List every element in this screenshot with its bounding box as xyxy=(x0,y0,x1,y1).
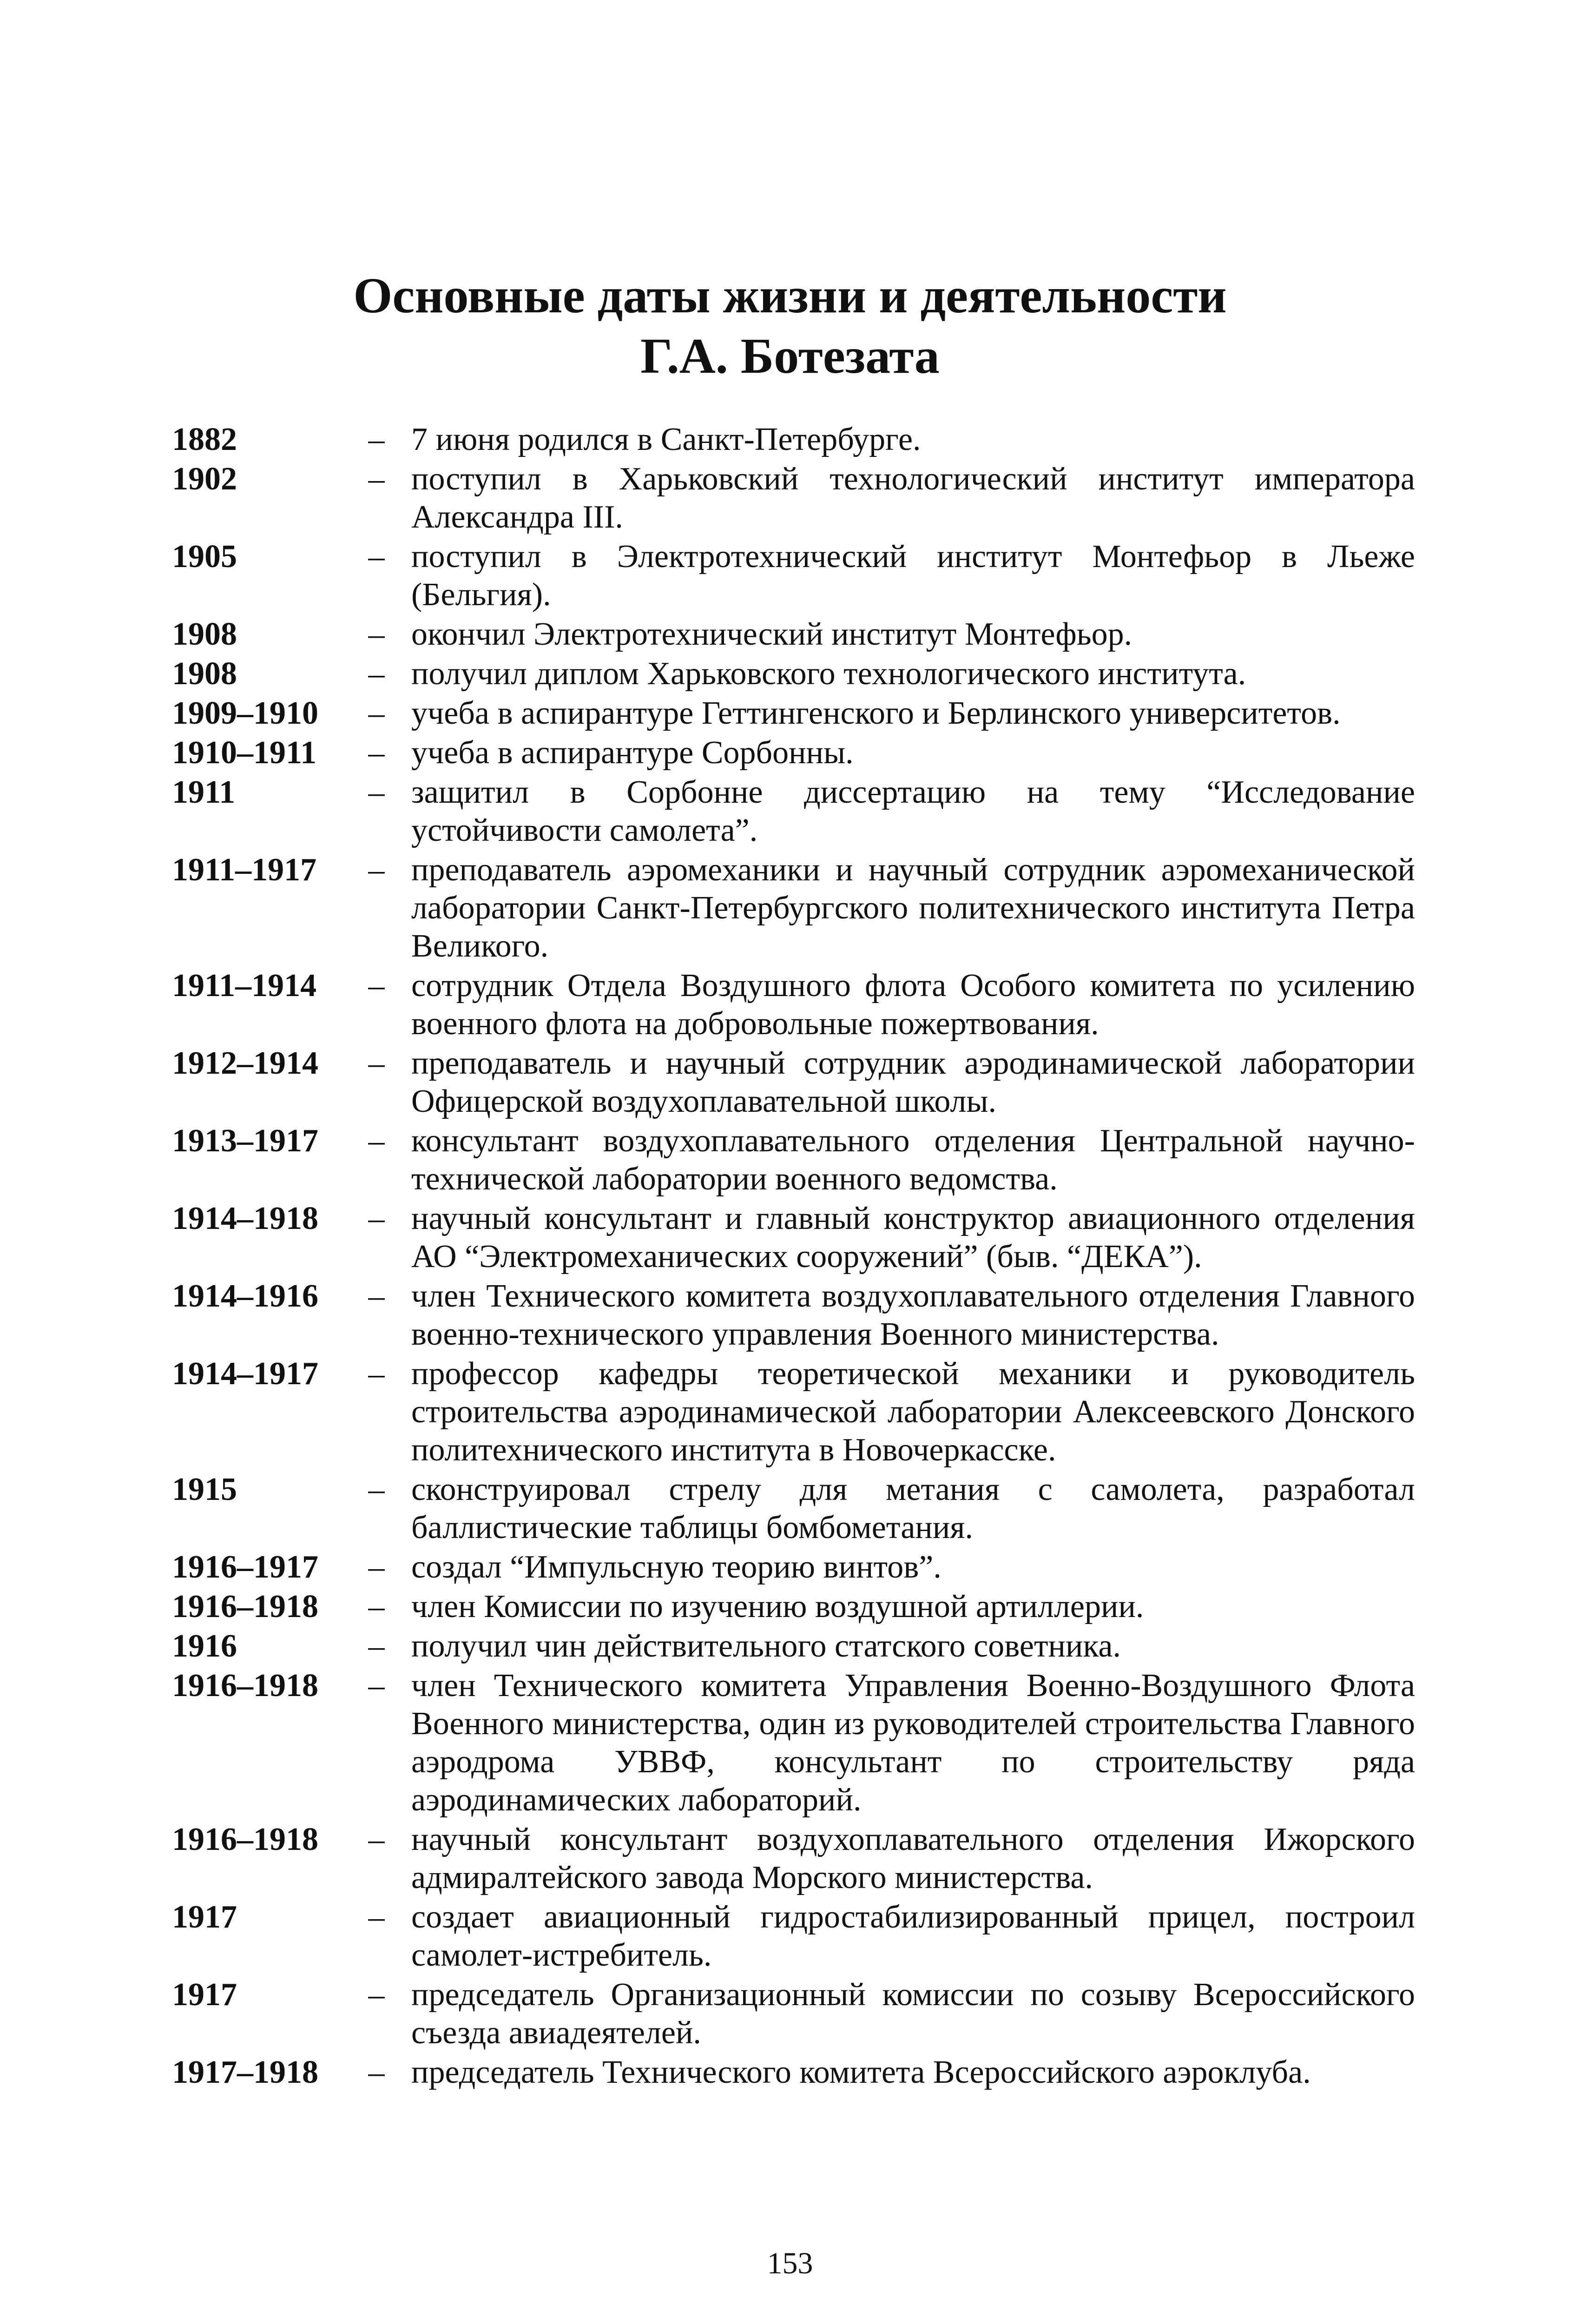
entry-dash: – xyxy=(368,1356,385,1392)
entry-year: 1913–1917 xyxy=(172,1123,318,1159)
chronology-list xyxy=(172,421,1415,2093)
entry-dash: – xyxy=(368,968,385,1004)
entry-year: 1911–1914 xyxy=(172,968,317,1004)
entry-text: член Технического комитета Управления Военно-Воздушного Флота Военного министерства, один из руководителей строительства Главного аэродрома УВВФ, консультант по строительству ряда аэродинамических лабораторий. xyxy=(411,1668,1415,1818)
entry-text: сотрудник Отдела Воздушного флота Особого комитета по усилению военного флота на добровольные пожертвования. xyxy=(411,968,1415,1042)
entry-text: защитил в Сорбонне диссертацию на тему “Исследование устойчивости самолета”. xyxy=(411,774,1415,848)
entry-year: 1916–1917 xyxy=(172,1549,318,1585)
entry-text: сконструировал стрелу для метания с самолета, разработал баллистические таблицы бомбометания. xyxy=(411,1472,1415,1545)
entry-text: 7 июня родился в Санкт-Петербурге. xyxy=(411,422,921,457)
entry-year: 1916–1918 xyxy=(172,1668,318,1703)
chronology-entry xyxy=(172,2053,1415,2092)
title-line-2: Г.А. Ботезата xyxy=(640,329,940,384)
chronology-entry xyxy=(172,1976,1415,2052)
page-title xyxy=(0,266,1580,387)
chronology-entry xyxy=(172,1821,1415,1897)
entry-text: член Технического комитета воздухоплавательного отделения Главного военно-технического управления Военного министерства. xyxy=(411,1278,1415,1352)
entry-year: 1917 xyxy=(172,1899,237,1935)
chronology-entry xyxy=(172,1667,1415,1819)
entry-dash: – xyxy=(368,1549,385,1585)
entry-text: получил чин действительного статского советника. xyxy=(411,1628,1121,1664)
entry-dash: – xyxy=(368,1899,385,1935)
entry-dash: – xyxy=(368,1589,385,1624)
chronology-entry xyxy=(172,1548,1415,1586)
entry-dash: – xyxy=(368,422,385,457)
entry-dash: – xyxy=(368,1668,385,1703)
chronology-entry xyxy=(172,655,1415,693)
entry-dash: – xyxy=(368,1822,385,1857)
chronology-entry xyxy=(172,967,1415,1043)
entry-text: окончил Электротехнический институт Монтефьор. xyxy=(411,616,1132,652)
chronology-entry xyxy=(172,1277,1415,1353)
entry-year: 1908 xyxy=(172,656,237,692)
chronology-entry xyxy=(172,734,1415,772)
chronology-entry xyxy=(172,538,1415,614)
entry-year: 1916–1918 xyxy=(172,1589,318,1624)
entry-year: 1915 xyxy=(172,1472,237,1507)
chronology-entry xyxy=(172,1122,1415,1198)
entry-text: учеба в аспирантуре Геттингенского и Берлинского университетов. xyxy=(411,695,1341,731)
entry-year: 1908 xyxy=(172,616,237,652)
entry-year: 1916–1918 xyxy=(172,1822,318,1857)
entry-year: 1912–1914 xyxy=(172,1045,318,1081)
chronology-entry xyxy=(172,1627,1415,1665)
entry-dash: – xyxy=(368,1278,385,1314)
entry-year: 1909–1910 xyxy=(172,695,318,731)
entry-text: учеба в аспирантуре Сорбонны. xyxy=(411,735,854,771)
chronology-entry xyxy=(172,773,1415,850)
entry-text: создал “Импульсную теорию винтов”. xyxy=(411,1549,941,1585)
entry-dash: – xyxy=(368,695,385,731)
entry-year: 1905 xyxy=(172,539,237,574)
entry-dash: – xyxy=(368,1977,385,2013)
entry-dash: – xyxy=(368,616,385,652)
entry-year: 1917 xyxy=(172,1977,237,2013)
entry-dash: – xyxy=(368,1472,385,1507)
chronology-entry xyxy=(172,1355,1415,1469)
entry-text: поступил в Харьковский технологический институт императора Александра III. xyxy=(411,461,1415,535)
entry-dash: – xyxy=(368,2054,385,2090)
title-line-1: Основные даты жизни и деятельности xyxy=(353,268,1227,324)
entry-text: председатель Организационный комиссии по созыву Всероссийского съезда авиадеятелей. xyxy=(411,1977,1415,2051)
chronology-entry xyxy=(172,1200,1415,1276)
entry-dash: – xyxy=(368,1123,385,1159)
chronology-entry xyxy=(172,1044,1415,1121)
entry-year: 1910–1911 xyxy=(172,735,317,771)
entry-dash: – xyxy=(368,656,385,692)
page-number: 153 xyxy=(767,2246,813,2280)
entry-text: преподаватель и научный сотрудник аэродинамической лаборатории Офицерской воздухоплавательной школы. xyxy=(411,1045,1415,1119)
chronology-entry xyxy=(172,615,1415,654)
entry-text: научный консультант и главный конструктор авиационного отделения АО “Электромеханических сооружений” (быв. “ДЕКА”). xyxy=(411,1201,1415,1274)
entry-year: 1917–1918 xyxy=(172,2054,318,2090)
entry-dash: – xyxy=(368,735,385,771)
entry-year: 1914–1917 xyxy=(172,1356,318,1392)
entry-dash: – xyxy=(368,539,385,574)
chronology-entry xyxy=(172,421,1415,459)
entry-year: 1911–1917 xyxy=(172,852,317,888)
chronology-entry xyxy=(172,851,1415,965)
entry-year: 1882 xyxy=(172,422,237,457)
entry-dash: – xyxy=(368,1201,385,1236)
entry-dash: – xyxy=(368,852,385,888)
entry-text: консультант воздухоплавательного отделения Центральной научно-технической лаборатории военного ведомства. xyxy=(411,1123,1415,1197)
entry-text: научный консультант воздухоплавательного отделения Ижорского адмиралтейского завода Морского министерства. xyxy=(411,1822,1415,1895)
entry-year: 1914–1916 xyxy=(172,1278,318,1314)
chronology-entry xyxy=(172,694,1415,733)
entry-year: 1916 xyxy=(172,1628,237,1664)
chronology-entry xyxy=(172,1898,1415,1974)
chronology-entry xyxy=(172,1588,1415,1626)
entry-dash: – xyxy=(368,1628,385,1664)
entry-text: профессор кафедры теоретической механики и руководитель строительства аэродинамической лаборатории Алексеевского Донского политехнического института в Новочеркасске. xyxy=(411,1356,1415,1468)
entry-text: создает авиационный гидростабилизированный прицел, построил самолет-истребитель. xyxy=(411,1899,1415,1973)
entry-text: преподаватель аэромеханики и научный сотрудник аэромеханической лаборатории Санкт-Петербургского политехнического института Петра Великого. xyxy=(411,852,1415,964)
entry-text: поступил в Электротехнический институт Монтефьор в Льеже (Бельгия). xyxy=(411,539,1415,613)
entry-year: 1911 xyxy=(172,774,236,810)
chronology-entry xyxy=(172,460,1415,536)
chronology-entry xyxy=(172,1471,1415,1547)
entry-year: 1914–1918 xyxy=(172,1201,318,1236)
entry-text: член Комиссии по изучению воздушной артиллерии. xyxy=(411,1589,1144,1624)
entry-year: 1902 xyxy=(172,461,237,497)
entry-dash: – xyxy=(368,1045,385,1081)
entry-dash: – xyxy=(368,774,385,810)
entry-text: председатель Технического комитета Всероссийского аэроклуба. xyxy=(411,2054,1311,2090)
entry-dash: – xyxy=(368,461,385,497)
entry-text: получил диплом Харьковского технологического института. xyxy=(411,656,1246,692)
